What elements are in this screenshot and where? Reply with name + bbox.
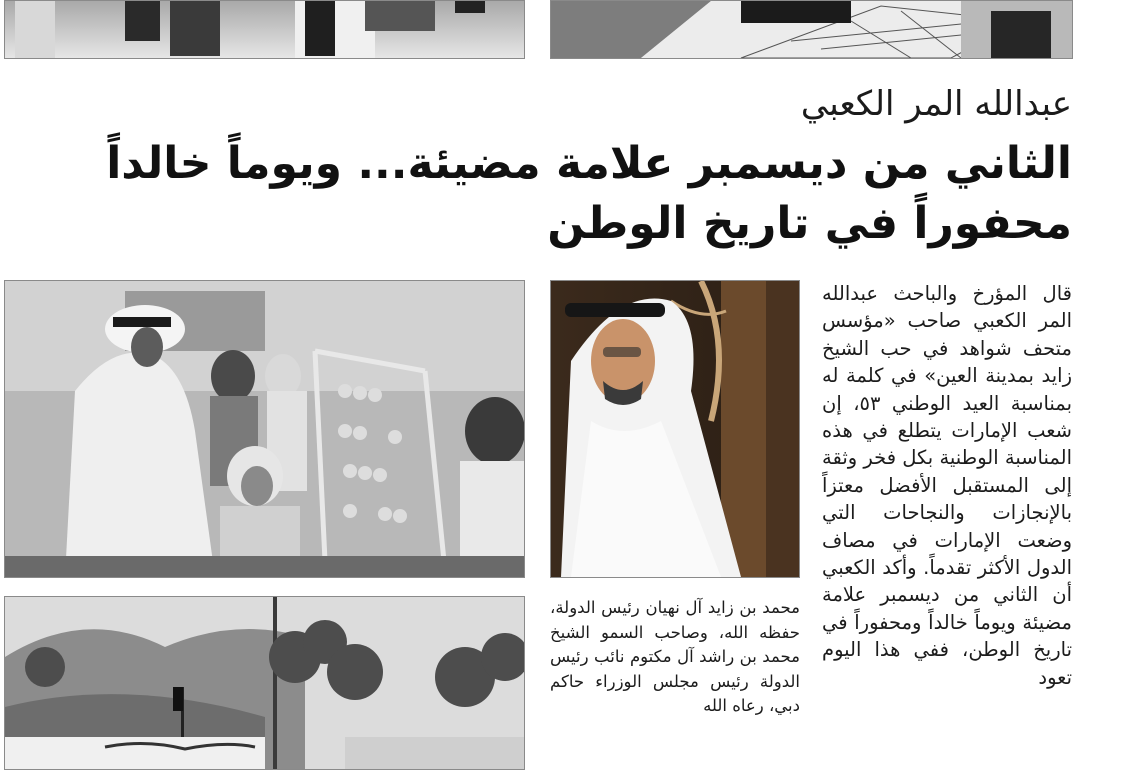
author-name: عبدالله المر الكعبي bbox=[800, 84, 1072, 124]
top-right-photo-image bbox=[551, 1, 1072, 58]
sheikh-children-image bbox=[5, 281, 524, 577]
headline: الثاني من ديسمبر علامة مضيئة... ويوماً خالداً محفوراً في تاريخ الوطن bbox=[106, 138, 1072, 249]
author-portrait-image bbox=[551, 281, 799, 577]
top-right-photo bbox=[550, 0, 1073, 59]
article-body-right-column: قال المؤرخ والباحث عبدالله المر الكعبي صاحب «مؤسس متحف شواهد في حب الشيخ زايد بمدينة العين» في كلمة له بمناسبة العيد الوطني ٥٣، إن شعب الإمارات يتطلع في هذه المناسبة الوطنية بكل فخر وثقة إلى المستقبل الأفضل معتزاً بالإنجازات والنجاحات التي وضعت الإمارات في مصاف الدول الأكثر تقدماً. وأكد الكعبي أن الثاني من ديسمبر علامة مضيئة ويوماً خالداً ومحفوراً في تاريخ الوطن، ففي هذا اليوم تعود bbox=[822, 282, 1072, 689]
outdoor-flag-image bbox=[5, 597, 524, 769]
sheikh-children-photo bbox=[4, 280, 525, 578]
article-body-middle-column: محمد بن زايد آل نهيان رئيس الدولة، حفظه الله، وصاحب السمو الشيخ محمد بن راشد آل مكتوم نائب رئيس الدولة رئيس مجلس الوزراء حاكم دبي، رعاه الله bbox=[550, 598, 800, 715]
author-portrait-photo bbox=[550, 280, 800, 578]
top-left-photo-image bbox=[5, 1, 524, 58]
top-left-photo bbox=[4, 0, 525, 59]
outdoor-flag-photo bbox=[4, 596, 525, 770]
